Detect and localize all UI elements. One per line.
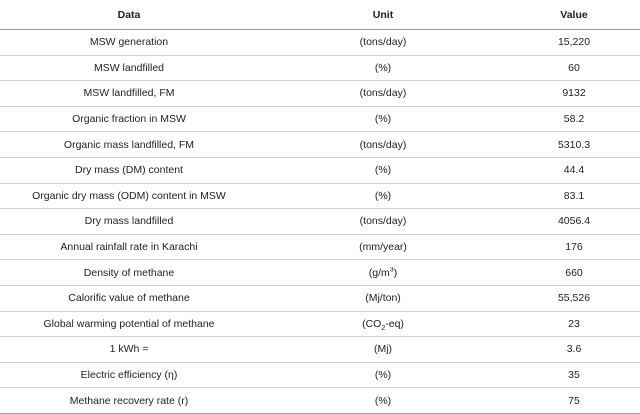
row-value: 660 [565,266,583,279]
row-unit: (Mj/ton) [365,292,401,305]
unit-tail: -eq) [385,317,404,330]
row-data: 1 kWh = [109,343,149,356]
table-row [0,209,640,235]
row-value: 3.6 [566,343,582,356]
row-value: 176 [565,241,583,254]
row-unit: (%) [374,189,392,202]
table-row [0,312,640,338]
unit-text: (g/m [368,266,390,279]
row-data: Methane recovery rate (r) [69,394,189,407]
row-data: MSW landfilled [93,61,165,74]
row-value: 35 [568,369,580,382]
row-unit: (tons/day) [359,87,407,100]
unit-text: (CO [362,317,382,330]
table-header-row [0,0,640,30]
row-value: 55,526 [557,292,591,305]
row-unit: (tons/day) [359,138,407,151]
row-value: 4056.4 [557,215,591,228]
table-row [0,235,640,261]
row-unit: (mm/year) [359,241,407,254]
row-unit: (%) [374,164,392,177]
unit-superscript: 3 [389,266,394,274]
row-value: 83.1 [563,189,585,202]
row-data: Density of methane [83,266,175,279]
row-data: Electric efficiency (η) [80,369,178,382]
row-data: Organic mass landfilled, FM [63,138,195,151]
table-row [0,81,640,107]
row-data: MSW generation [89,36,169,49]
row-unit: (%) [374,369,392,382]
header-unit: Unit [372,8,394,21]
row-data: MSW landfilled, FM [83,87,175,100]
row-unit: (%) [374,113,392,126]
table-row [0,184,640,210]
table-row [0,158,640,184]
table-row [0,132,640,158]
table-row [0,260,640,286]
row-data: Annual rainfall rate in Karachi [60,241,198,254]
row-data: Global warming potential of methane [43,317,215,330]
row-data: Dry mass landfilled [84,215,174,228]
row-value: 23 [568,317,580,330]
row-unit: (tons/day) [359,215,407,228]
row-value: 9132 [562,87,586,100]
row-value: 5310.3 [557,138,591,151]
row-value: 44.4 [563,164,585,177]
row-unit: (%) [374,61,392,74]
table-row [0,363,640,389]
row-value: 60 [568,61,580,74]
unit-tail: ) [393,266,398,279]
row-value: 75 [568,394,580,407]
table-row [0,30,640,56]
row-data: Dry mass (DM) content [75,164,183,177]
header-value: Value [560,8,588,21]
row-unit: (Mj) [373,343,393,356]
table-row [0,107,640,133]
table-row [0,56,640,82]
row-data: Organic fraction in MSW [72,113,186,126]
unit-subscript: 2 [381,324,386,330]
row-unit [258,318,508,330]
row-unit: (tons/day) [359,36,407,49]
table-row [0,337,640,363]
row-data: Calorific value of methane [68,292,190,305]
row-unit [258,267,508,279]
row-data: Organic dry mass (ODM) content in MSW [32,189,226,202]
table-row [0,286,640,312]
row-value: 15,220 [557,36,591,49]
row-unit: (%) [374,394,392,407]
row-value: 58.2 [563,113,585,126]
header-data: Data [117,8,141,21]
table-row [0,388,640,414]
